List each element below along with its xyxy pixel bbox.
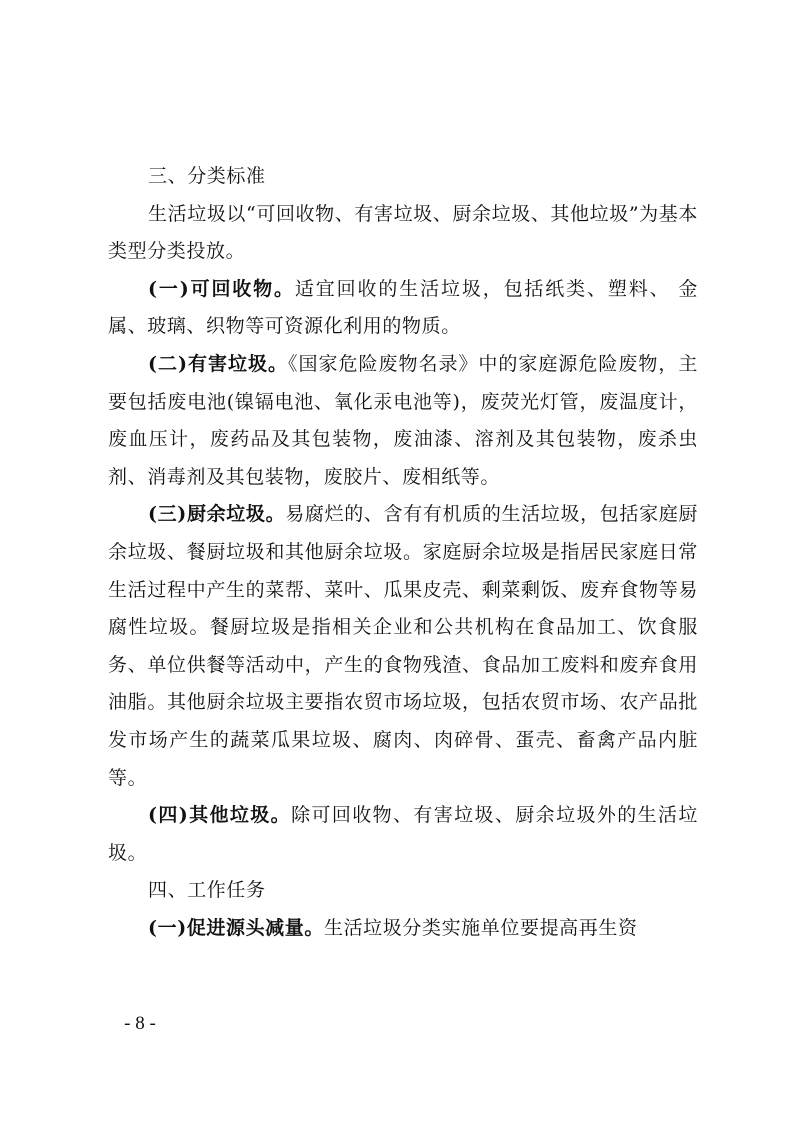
- paragraph-text: 《国家危险废物名录》中的家庭源危险废物，主要包括废电池(镍镉电池、氧化汞电池等)，废荧光灯管，废温度计，废血压计，废药品及其包装物，废油漆、溶剂及其包装物，废杀虫剂、消毒剂及其包装物，废胶片、废相纸等。: [108, 352, 699, 488]
- paragraph-recyclables: [108, 271, 698, 346]
- paragraph-lead: (一)可回收物。: [148, 277, 295, 300]
- paragraph-other-waste: [108, 797, 698, 872]
- document-body: [108, 158, 698, 947]
- section-heading-4: 四、工作任务: [148, 879, 266, 902]
- section-heading-3: 三、分类标准: [148, 165, 266, 187]
- paragraph-hazardous: [108, 346, 698, 496]
- page-number: - 8 -: [124, 1013, 156, 1034]
- paragraph-text: 易腐烂的、含有有机质的生活垃圾，包括家庭厨余垃圾、餐厨垃圾和其他厨余垃圾。家庭厨余垃圾是指居民家庭日常生活过程中产生的菜帮、菜叶、瓜果皮壳、剩菜剩饭、废弃食物等易腐性垃圾。餐厨垃圾是指相关企业和公共机构在食品加工、饮食服务、单位供餐等活动中，产生的食物残渣、食品加工废料和废弃食用油脂。其他厨余垃圾主要指农贸市场垃圾，包括农贸市场、农产品批发市场产生的蔬菜瓜果垃圾、腐肉、肉碎骨、蛋壳、畜禽产品内脏等。: [108, 503, 699, 789]
- paragraph-lead: (三)厨余垃圾。: [148, 503, 286, 526]
- paragraph-text: 生活垃圾分类实施单位要提高再生资: [323, 916, 638, 939]
- paragraph-text: 适宜回收的生活垃圾，包括纸类、塑料、 金属、玻璃、织物等可资源化利用的物质。: [108, 277, 698, 338]
- paragraph-text: 除可回收物、有害垃圾、厨余垃圾外的生活垃圾。: [108, 804, 698, 864]
- paragraph-source-reduction: [108, 910, 698, 948]
- paragraph-lead: (一)促进源头减量。: [148, 916, 324, 939]
- paragraph-lead: (四)其他垃圾。: [148, 804, 292, 827]
- paragraph-lead: (二)有害垃圾。: [148, 352, 288, 375]
- paragraph-kitchen-waste: [108, 496, 698, 797]
- intro-paragraph: 生活垃圾以“可回收物、有害垃圾、厨余垃圾、其他垃圾”为基本类型分类投放。: [108, 202, 698, 263]
